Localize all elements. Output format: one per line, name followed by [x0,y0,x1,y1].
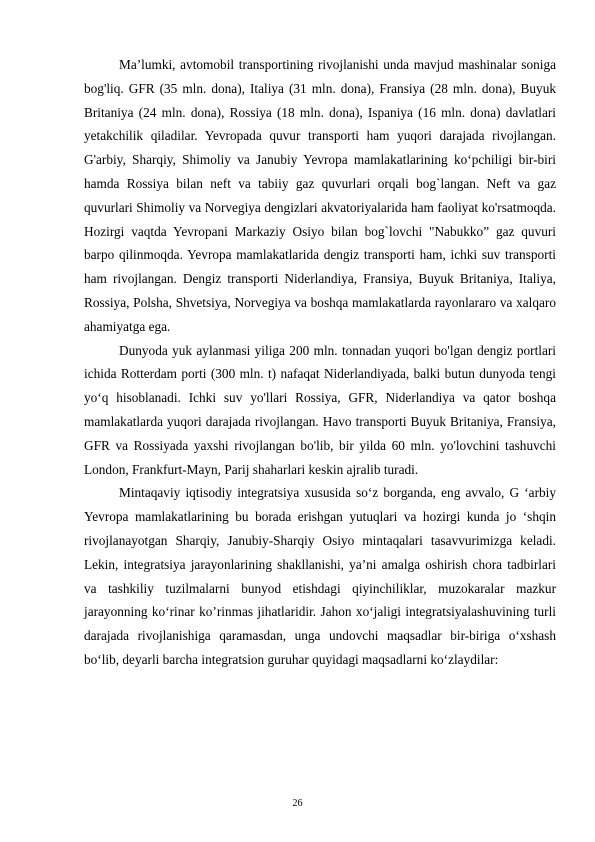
paragraph-integration: Mintaqaviy iqtisodiy integratsiya xususida so‘z borganda, eng avvalo, G ‘arbiy Yevropa mamlakatlarining bu borada erishgan yutuqlari va hozirgi kunda jo ‘shqin rivojlanayotgan Sharqiy, Janubiy-Sharqiy Osiyo mintaqalari tasavvurimizga keladi. Lekin, integratsiya jarayonlarining shakllanishi, ya’ni amalga oshirish chora tadbirlari va tashkiliy tuzilmalarni bunyod etishdagi qiyinchiliklar, muzokaralar mazkur jarayonning ko‘rinar ko’rinmas jihatlaridir. Jahon xo‘jaligi integratsiyalashuvining turli darajada rivojlanishiga qaramasdan, unga undovchi maqsadlar bir-biriga o‘xshash bo‘lib, deyarli barcha integratsion guruhar quyidagi maqsadlarni ko‘zlaydilar: [84,485,556,667]
page-number: 26 [292,798,303,809]
body-text [84,53,556,672]
paragraph-transport: Ma’lumki, avtomobil transportining rivojlanishi unda mavjud mashinalar soniga bog'liq. GFR (35 mln. dona), Italiya (31 mln. dona), Fransiya (28 mln. dona), Buyuk Britaniya (24 mln. dona), Rossiya (18 mln. dona), Ispaniya (16 mln. dona) davlatlari yetakchilik qiladilar. Yevropada quvur transporti ham yuqori darajada rivojlangan. G'arbiy, Sharqiy, Shimoliy va Janubiy Yevropa mamlakatlarining ko‘pchiligi bir-biri hamda Rossiya bilan neft va tabiiy gaz quvurlari orqali bog`langan. Neft va gaz quvurlari Shimoliy va Norvegiya dengizlari akvatoriyalarida ham faoliyat ko'rsatmoqda. Hozirgi vaqtda Yevropani Markaziy Osiyo bilan bog`lovchi "Nabukko” gaz quvuri barpo qilinmoqda. Yevropa mamlakatlarida dengiz transporti ham, ichki suv transporti ham rivojlangan. Dengiz transporti Niderlandiya, Fransiya, Buyuk Britaniya, Italiya, Rossiya, Polsha, Shvetsiya, Norvegiya va boshqa mamlakatlarda rayonlararo va xalqaro ahamiyatga ega. [84,57,556,334]
paragraph-ports: Dunyoda yuk aylanmasi yiliga 200 mln. tonnadan yuqori bo'lgan dengiz portlari ichida Rotterdam porti (300 mln. t) nafaqat Niderlandiyada, balki butun dunyoda tengi yo‘q hisoblanadi. Ichki suv yo'llari Rossiya, GFR, Niderlandiya va qator boshqa mamlakatlarda yuqori darajada rivojlangan. Havo transporti Buyuk Britaniya, Fransiya, GFR va Rossiyada yaxshi rivojlangan bo'lib, bir yilda 60 mln. yo'lovchini tashuvchi London, Frankfurt-Mayn, Parij shaharlari keskin ajralib turadi. [84,342,556,477]
